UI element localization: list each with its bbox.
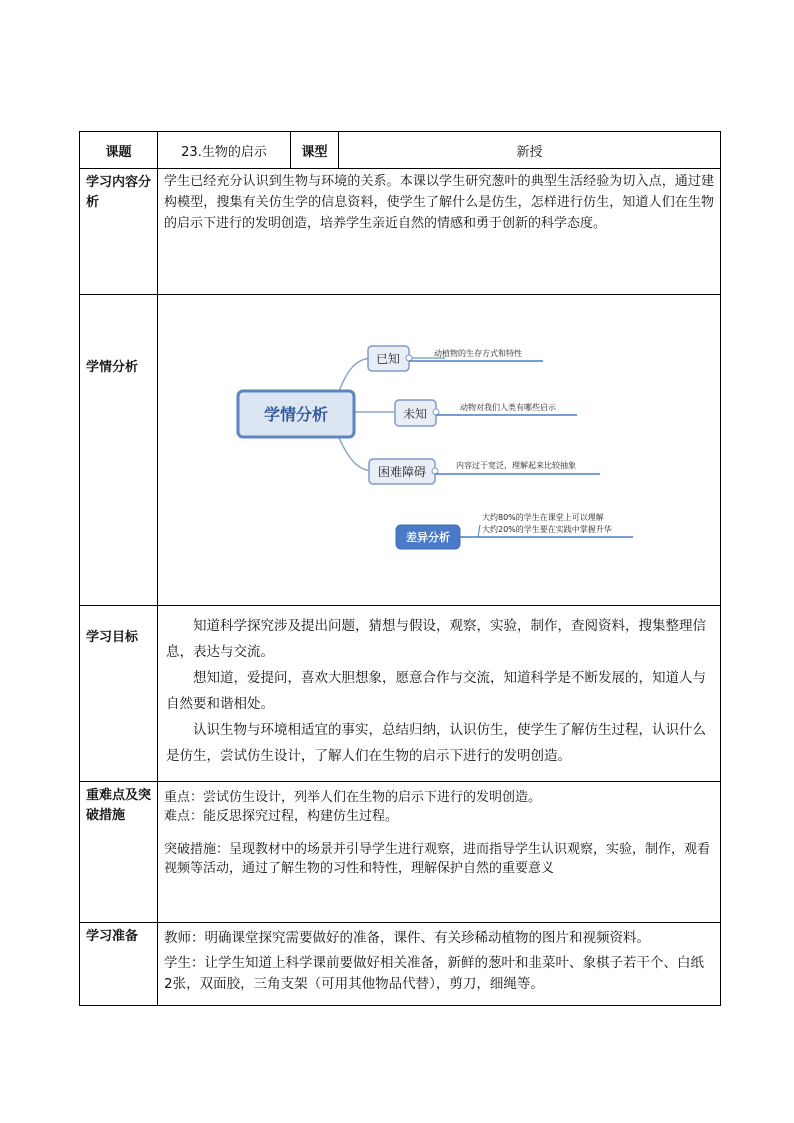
diff-note-2: 大约20%的学生要在实践中掌握升华 bbox=[482, 525, 612, 534]
content-analysis-label: 学习内容分析 bbox=[80, 169, 158, 295]
goals-cell bbox=[158, 606, 721, 782]
goal-item: 知道科学探究涉及提出问题，猜想与假设，观察，实验，制作，查阅资料，搜集整理信息，表达与交流。 bbox=[166, 618, 706, 660]
key-points-label: 重难点及突破措施 bbox=[80, 782, 158, 923]
unknown-collapse-dot[interactable] bbox=[433, 409, 439, 415]
unknown-note: 动物对我们人类有哪些启示 bbox=[460, 403, 556, 412]
measures-text: 突破措施：呈现教材中的场景并引导学生进行观察，进而指导学生认识观察，实验，制作，观看视频等活动，通过了解生物的习性和特性，理解保护自然的重要意义 bbox=[164, 842, 711, 876]
learner-analysis-label: 学情分析 bbox=[80, 295, 158, 606]
preparation-row bbox=[80, 923, 721, 1006]
type-label: 课型 bbox=[291, 132, 339, 169]
key-points-cell bbox=[158, 782, 721, 923]
known-node-label: 已知 bbox=[375, 352, 401, 366]
known-note: 动植物的生存方式和特性 bbox=[434, 349, 522, 358]
goal-item: 想知道，爱提问，喜欢大胆想象，愿意合作与交流，知道科学是不断发展的，知道人与自然要和谐相处。 bbox=[166, 670, 706, 712]
topic-label: 课题 bbox=[80, 132, 158, 169]
goal-item: 认识生物与环境相适宜的事实，总结归纳，认识仿生，使学生了解仿生过程，认识什么是仿生，尝试仿生设计，了解人们在生物的启示下进行的发明创造。 bbox=[166, 722, 706, 764]
unknown-node-label: 未知 bbox=[402, 407, 428, 421]
known-collapse-dot[interactable] bbox=[406, 355, 412, 361]
difficulty-collapse-dot[interactable] bbox=[432, 468, 438, 474]
diff-note-1: 大约80%的学生在课堂上可以理解 bbox=[482, 513, 604, 522]
center-node-label: 学情分析 bbox=[263, 405, 329, 424]
key-points-row bbox=[80, 782, 721, 923]
mindmap-cell bbox=[158, 295, 721, 606]
preparation-cell bbox=[158, 923, 721, 1006]
goals-row bbox=[80, 606, 721, 782]
teacher-prep-text: 教师：明确课堂探究需要做好的准备，课件、有关珍稀动植物的图片和视频资料。 bbox=[164, 930, 650, 946]
difficulty-note: 内容过于宽泛，理解起来比较抽象 bbox=[456, 461, 576, 470]
preparation-label: 学习准备 bbox=[80, 923, 158, 1006]
diff-note-link bbox=[478, 525, 480, 537]
diff-analysis-label: 差异分析 bbox=[406, 531, 450, 544]
difficult-point-text: 难点：能反思探究过程，构建仿生过程。 bbox=[164, 809, 399, 824]
goals-label: 学习目标 bbox=[80, 606, 158, 782]
header-row bbox=[80, 132, 721, 169]
type-value: 新授 bbox=[339, 132, 721, 169]
lesson-plan-table bbox=[79, 131, 721, 1006]
key-point-text: 重点：尝试仿生设计，列举人们在生物的启示下进行的发明创造。 bbox=[164, 790, 542, 805]
difficulty-node-label: 困难障碍 bbox=[377, 465, 427, 479]
content-analysis-row bbox=[80, 169, 721, 295]
student-prep-text: 学生：让学生知道上科学课前要做好相关准备，新鲜的葱叶和韭菜叶、象棋子若干个、白纸 2张，双面胶，三角支架（可用其他物品代替），剪刀，细绳等。 bbox=[164, 955, 704, 992]
topic-value: 23.生物的启示 bbox=[158, 132, 291, 169]
content-analysis-text: 学生已经充分认识到生物与环境的关系。本课以学生研究葱叶的典型生活经验为切入点，通过建构模型，搜集有关仿生学的信息资料，使学生了解什么是仿生，怎样进行仿生，知道人们在生物的启示下进行的发明创造，培养学生亲近自然的情感和勇于创新的科学态度。 bbox=[158, 169, 721, 295]
learner-analysis-row bbox=[80, 295, 721, 606]
learner-mindmap bbox=[158, 295, 718, 605]
